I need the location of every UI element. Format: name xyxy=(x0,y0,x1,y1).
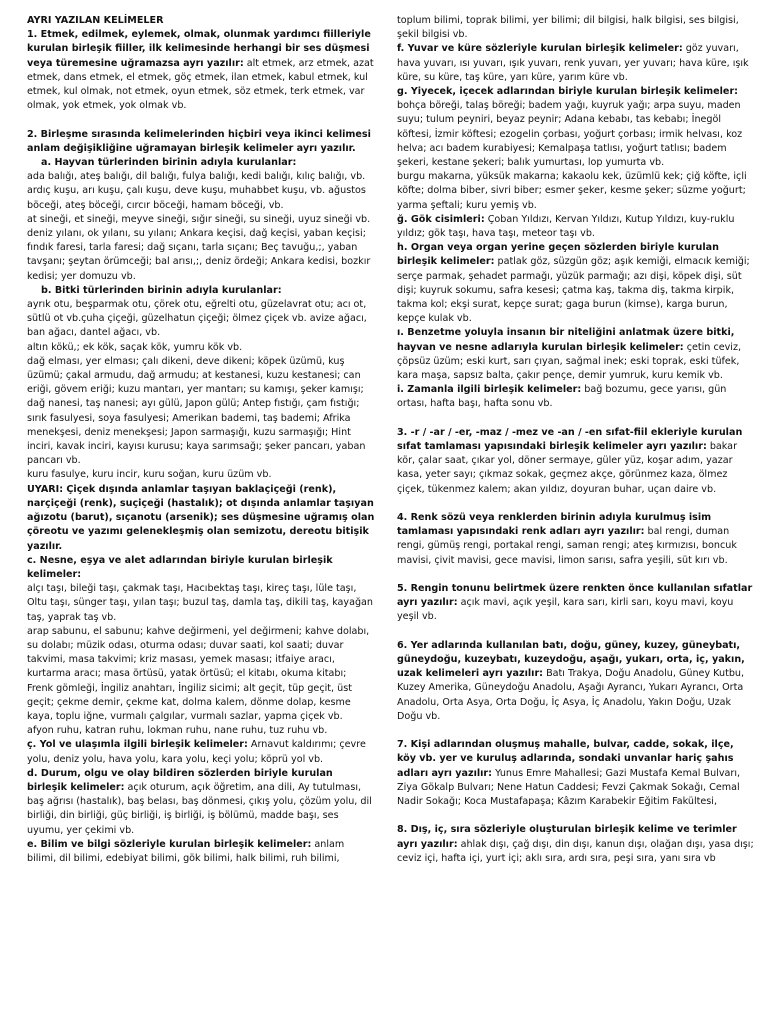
paragraph-body: afyon ruhu, katran ruhu, lokman ruhu, nane ruhu, tuz ruhu vb. xyxy=(27,725,328,737)
paragraph-r2f xyxy=(397,42,754,85)
right-column xyxy=(397,14,754,1024)
paragraph-body: çetin ceviz, çöpsüz üzüm; eski kurt, sarı çıyan, sağmal inek; eski toprak, eski tüfek, kara maşa, sapsız balta, çakır pençe, demir yumruk, kuru kemik vb. xyxy=(397,341,742,382)
paragraph-r2c xyxy=(27,554,375,582)
left-column xyxy=(27,14,375,1024)
paragraph-heading: 3. -r / -ar / -er, -maz / -mez ve -an / -en sıfat-fiil ekleriyle kurulan sıfat tamlaması yapısındaki birleşik kelimeler ayrı yazılır: xyxy=(397,426,743,453)
paragraph-heading: ç. Yol ve ulaşımla ilgili birleşik kelimeler: xyxy=(27,739,248,751)
paragraph-body: bakar kör, çalar saat, çıkar yol, döner sermaye, güler yüz, koşar adım, yazar kasa, yeter sayı; çıkmaz sokak, geçmez akçe, görünmez kaza, ölmez çiçek, tükenmez kalem; akan yıldız, doyuran buhar, uçan daire vb. xyxy=(397,441,738,495)
paragraph-r8 xyxy=(397,823,754,866)
paragraph-heading: b. Bitki türlerinden birinin adıyla kurulanlar: xyxy=(41,284,282,296)
paragraph-r2a2 xyxy=(27,184,375,212)
paragraph-r2c2 xyxy=(27,625,375,724)
paragraph-r2d xyxy=(27,767,375,838)
paragraph-body: at sineği, et sineği, meyve sineği, sığır sineği, su sineği, uyuz sineği vb. xyxy=(27,213,371,225)
paragraph-heading: ı. Benzetme yoluyla insanın bir niteliğini anlatmak üzere bitki, hayvan ve nesne adlarıyla kurulan birleşik kelimeler: xyxy=(397,327,735,353)
paragraph-body: Arnavut kaldırımı; çevre yolu, deniz yolu, hava yolu, kara yolu, keçi yolu; köprü yol vb. xyxy=(27,739,366,765)
paragraph-r2c3 xyxy=(27,724,375,738)
paragraph-body: açık mavi, açık yeşil, kara sarı, kirli sarı, koyu mavi, koyu yeşil vb. xyxy=(397,597,734,623)
paragraph-body: kuru fasulye, kuru incir, kuru soğan, kuru üzüm vb. xyxy=(27,469,272,481)
paragraph-r2 xyxy=(27,128,375,156)
paragraph-body: Yunus Emre Mahallesi; Gazi Mustafa Kemal Bulvarı, Ziya Gökalp Bulvarı; Nene Hatun Caddesi; Fevzi Çakmak Sokağı, Cemal Nadir Sokağı; Koca Mustafapaşa; Kâzım Karabekir Eğitim Fakültesi, xyxy=(397,767,741,808)
paragraph-r3 xyxy=(397,426,754,497)
paragraph-body: deniz yılanı, ok yılanı, su yılanı; Ankara keçisi, dağ keçisi, yaban keçisi; fındık faresi, tarla faresi; dağ sıçanı, tarla sıçanı; Beç tavuğu,;, yaban tavşanı; şeytan örümceği; bal arısı,;, deniz ördeği; Ankara kedisi, bozkır kedisi; yer domuzu vb. xyxy=(27,228,371,282)
paragraph-body: bağ bozumu, gece yarısı, gün ortası, hafta başı, hafta sonu vb. xyxy=(397,384,727,410)
paragraph-body: arap sabunu, el sabunu; kahve değirmeni, yel değirmeni; kahve dolabı, su dolabı; müzik odası, oturma odası; duvar saati, kol saati; duvar takvimi, masa takvimi; kriz masası, yemek masası; itfaiye aracı, kurtarma aracı; masa örtüsü, yatak örtüsü; el kitabı, okuma kitabı; Frenk gömleği, İngiliz anahtarı, İngiliz sicimi; alt geçit, tüp geçit, üst geçit; çekme demir, çekme kat, dolma kalem, dönme dolap, kesme kaya, toplu iğne, vurmalı çalgılar, vurmalı sazlar, yapma çiçek vb. xyxy=(27,625,370,722)
paragraph-heading: d. Durum, olgu ve olay bildiren sözlerden biriyle kurulan birleşik kelimeler: xyxy=(27,767,333,793)
paragraph-r2cc xyxy=(27,738,375,766)
paragraph-spacer xyxy=(397,568,754,582)
paragraph-r2b xyxy=(27,284,375,298)
paragraph-spacer xyxy=(397,497,754,511)
paragraph-body: ardıç kuşu, arı kuşu, çalı kuşu, deve kuşu, muhabbet kuşu, vb. ağustos böceği, ateş böceği, cırcır böceği, hamam böceği, vb. xyxy=(27,185,366,211)
paragraph-r2g1 xyxy=(397,170,754,213)
paragraph-body: ayrık otu, beşparmak otu, çörek otu, eğrelti otu, güzelavrat otu; acı ot, sütlü ot vb.çuha çiçeği, güzelhatun çiçeği; ölmez çiçek vb. avize ağacı, ban ağacı, dantel ağacı, vb. xyxy=(27,299,367,339)
paragraph-body: bal rengi, duman rengi, gümüş rengi, portakal rengi, saman rengi; ateş kırmızısı, boncuk mavisi, çivit mavisi, gece mavisi, limon sarısı, safra yeşili, süt kırı vb. xyxy=(397,526,737,566)
paragraph-spacer xyxy=(397,724,754,738)
paragraph-r2e xyxy=(27,838,375,866)
paragraph-body: toplum bilimi, toprak bilimi, yer bilimi; dil bilgisi, halk bilgisi, ses bilgisi, şekil bilgisi vb. xyxy=(397,15,739,41)
paragraph-r2b2 xyxy=(27,341,375,355)
paragraph-r2a1 xyxy=(27,170,375,184)
paragraph-heading: 7. Kişi adlarından oluşmuş mahalle, bulvar, cadde, sokak, ilçe, köy vb. yer ve kuruluş adlarında, sondaki unvanlar hariç şahıs adları ayrı yazılır: xyxy=(397,739,734,779)
paragraph-r2gg xyxy=(397,213,754,241)
paragraph-r7 xyxy=(397,738,754,809)
paragraph-r4 xyxy=(397,511,754,568)
paragraph-r2a4 xyxy=(27,227,375,284)
paragraph-body: patlak göz, süzgün göz; aşık kemiği, elmacık kemiği; serçe parmak, şehadet parmağı, yüzük parmağı; azı dişi, köpek dişi, süt dişi; kuyruk sokumu, safra kesesi; çatma kaş, takma diş, takma kirpik, takma kol; ekşi surat, kepçe surat; gaga burun (kimse), karga burun, kepçe kulak vb. xyxy=(397,256,750,325)
paragraph-heading: AYRI YAZILAN KELİMELER xyxy=(27,15,164,26)
paragraph-r2a xyxy=(27,156,375,170)
paragraph-r2h xyxy=(397,241,754,326)
paragraph-heading: 4. Renk sözü veya renklerden birinin adıyla kurulmuş isim tamlaması yapısındaki renk adları ayrı yazılır: xyxy=(397,512,712,538)
paragraph-heading: 1. Etmek, edilmek, eylemek, olmak, olunmak yardımcı fiilleriyle kurulan birleşik fiiller, ilk kelimesinde herhangi bir ses düşmesi veya türemesine uğramazsa ayrı yazılır: xyxy=(27,29,371,69)
paragraph-title xyxy=(27,14,375,28)
paragraph-body: açık oturum, açık öğretim, ana dili, Ay tutulması, baş ağrısı (hastalık), baş belası, baş dönmesi, çıkış yolu, çözüm yolu, dil birliği, din birliği, güç birliği, iş birliği, iş bölümü, madde başı, ses uyumu, yer çekimi vb. xyxy=(27,781,372,836)
paragraph-body: dağ elması, yer elması; çalı dikeni, deve dikeni; köpek üzümü, kuş üzümü; çakal armudu, dağ armudu; at kestanesi, kuzu kestanesi; can eriği, gövem eriği; kuzu mantarı, yer mantarı; su kamışı, şeker kamışı; dağ nanesi, taş nanesi; ayı gülü, Japon gülü; Antep fıstığı, çam fıstığı; sırık fasulyesi, soya fasulyesi; Amerikan bademi, taş bademi; Afrika menekşesi, deniz menekşesi; Japon sarmaşığı, kuzu sarmaşığı; Hint inciri, kavak inciri, kayısı kurusu; kaya sarımsağı; şeker pancarı, yaban pancarı vb. xyxy=(27,355,366,467)
paragraph-body: ada balığı, ateş balığı, dil balığı, fulya balığı, kedi balığı, kılıç balığı, vb. xyxy=(27,171,366,183)
paragraph-body: burgu makarna, yüksük makarna; kakaolu kek, üzümlü kek; çiğ köfte, içli köfte; dolma biber, sivri biber; esmer şeker, kesme şeker; süzme yoğurt; yarma şeftali; kuru yemiş vb. xyxy=(397,171,747,211)
paragraph-body: ahlak dışı, çağ dışı, din dışı, kanun dışı, olağan dışı, yasa dışı; ceviz içi, hafta içi, yurt içi; aklı sıra, ardı sıra, peşi sıra, yanı sıra vb xyxy=(397,838,754,864)
paragraph-r2ii xyxy=(397,383,754,411)
paragraph-r1 xyxy=(27,28,375,113)
paragraph-heading: f. Yuvar ve küre sözleriyle kurulan birleşik kelimeler: xyxy=(397,43,683,55)
paragraph-heading: e. Bilim ve bilgi sözleriyle kurulan birleşik kelimeler: xyxy=(27,838,312,850)
paragraph-spacer xyxy=(397,809,754,823)
paragraph-r2c1 xyxy=(27,582,375,625)
paragraph-r2g xyxy=(397,85,754,170)
paragraph-heading: 5. Rengin tonunu belirtmek üzere renkten önce kullanılan sıfatlar ayrı yazılır: xyxy=(397,583,753,609)
paragraph-r2b3 xyxy=(27,355,375,469)
paragraph-body: alt etmek, arz etmek, azat etmek, dans etmek, el etmek, göç etmek, ilan etmek, kabul etmek, kul etmek, kul olmak, not etmek, oyun etmek, söz etmek, terk etmek, var olmak, yok etmek, yok olmak vb. xyxy=(27,57,374,112)
paragraph-r2i xyxy=(397,326,754,383)
paragraph-heading: h. Organ veya organ yerine geçen sözlerden biriyle kurulan birleşik kelimeler: xyxy=(397,242,719,268)
paragraph-r2e_cont xyxy=(397,14,754,42)
paragraph-body: alçı taşı, bileği taşı, çakmak taşı, Hacıbektaş taşı, kireç taşı, lüle taşı, Oltu taşı, sünger taşı, yılan taşı; buzul taş, damla taş, dikili taş, kayağan taş, yaprak taş vb. xyxy=(27,583,374,623)
paragraph-body: göz yuvarı, hava yuvarı, ısı yuvarı, ışık yuvarı, renk yuvarı, yer yuvarı; hava küre, ışık küre, su küre, taş küre, yarı küre, yarım küre vb. xyxy=(397,43,749,83)
paragraph-heading: 8. Dış, iç, sıra sözleriyle oluşturulan birleşik kelime ve terimler ayrı yazılır: xyxy=(397,824,737,850)
paragraph-r2b4 xyxy=(27,468,375,482)
paragraph-heading: a. Hayvan türlerinden birinin adıyla kurulanlar: xyxy=(41,157,297,169)
paragraph-warn xyxy=(27,483,375,554)
paragraph-heading: g. Yiyecek, içecek adlarından biriyle kurulan birleşik kelimeler: xyxy=(397,86,739,98)
paragraph-body: Çoban Yıldızı, Kervan Yıldızı, Kutup Yıldızı, kuy-ruklu yıldız; gök taşı, hava taşı, meteor taşı vb. xyxy=(397,213,735,240)
paragraph-spacer xyxy=(397,625,754,639)
paragraph-spacer xyxy=(397,412,754,426)
paragraph-heading: ğ. Gök cisimleri: xyxy=(397,213,485,225)
paragraph-body: anlam bilimi, dil bilimi, edebiyat bilimi, gök bilimi, halk bilimi, ruh bilimi, xyxy=(27,838,345,864)
paragraph-body: bohça böreği, talaş böreği; badem yağı, kuyruk yağı; arpa suyu, maden suyu; tulum peyniri, beyaz peynir; Adana kebabı, tas kebabı; İnegöl köftesi, İzmir köftesi; ezogelin çorbası, yoğurt çorbası; irmik helvası, koz helva; acı badem kurabiyesi; Kemalpaşa tatlısı, yoğurt tatlısı; badem şekeri, kestane şekeri; balık yumurtası, lop yumurta vb. xyxy=(397,100,743,169)
paragraph-heading: 6. Yer adlarında kullanılan batı, doğu, güney, kuzey, güneybatı, güneydoğu, kuzeybatı, kuzeydoğu, aşağı, yukarı, orta, iç, yakın, uzak kelimeleri ayrı yazılır: xyxy=(397,639,745,680)
paragraph-spacer xyxy=(27,113,375,127)
paragraph-heading: c. Nesne, eşya ve alet adlarından biriyle kurulan birleşik kelimeler: xyxy=(27,554,333,580)
paragraph-body: Batı Trakya, Doğu Anadolu, Güney Kutbu, Kuzey Amerika, Güneydoğu Anadolu, Aşağı Ayrancı, Yukarı Ayrancı, Orta Anadolu, Orta Asya, Orta Doğu, İç Asya, İç Anadolu, Yakın Doğu, Uzak Doğu vb. xyxy=(397,668,745,722)
paragraph-body: altın kökü,; ek kök, saçak kök, yumru kök vb. xyxy=(27,341,243,353)
paragraph-heading: 2. Birleşme sırasında kelimelerinden hiçbiri veya ikinci kelimesi anlam değişikliğine uğramayan birleşik kelimeler ayrı yazılır. xyxy=(27,128,371,154)
paragraph-heading: i. Zamanla ilgili birleşik kelimeler: xyxy=(397,384,582,396)
paragraph-r6 xyxy=(397,639,754,724)
paragraph-r5 xyxy=(397,582,754,625)
paragraph-heading: UYARI: Çiçek dışında anlamlar taşıyan baklaçiçeği (renk), narçiçeği (renk), suçiçeği (hastalık); ot dışında anlamlar taşıyan ağızotu (barut), sıçanotu (arsenik); ses düşmesine uğramış olan çöreotu ve yazımı gelenekleşmiş olan semizotu, dereotu bitişik yazılır. xyxy=(27,483,375,552)
paragraph-r2b1 xyxy=(27,298,375,341)
paragraph-r2a3 xyxy=(27,213,375,227)
